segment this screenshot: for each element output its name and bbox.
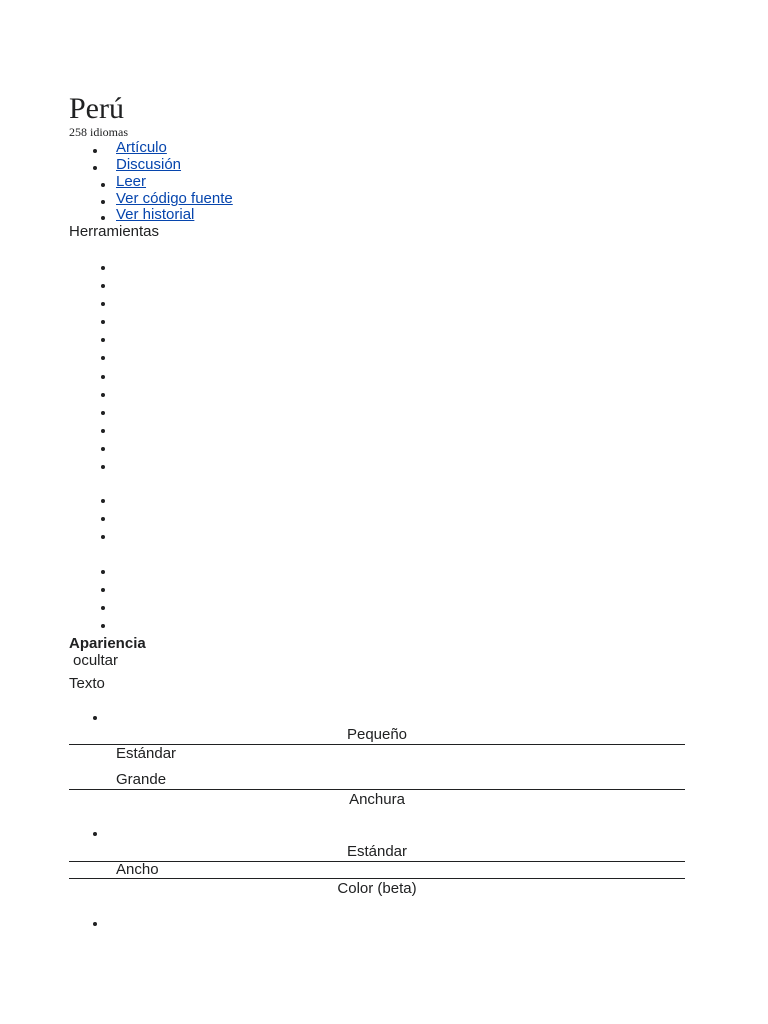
width-label: Anchura <box>349 791 405 808</box>
list-item <box>101 429 105 433</box>
list-item <box>101 411 105 415</box>
list-item <box>93 922 97 926</box>
tab-view-source[interactable]: Ver código fuente <box>116 190 233 207</box>
list-item <box>101 302 105 306</box>
list-item <box>101 535 105 539</box>
tab-bullet <box>101 200 105 204</box>
tab-read[interactable]: Leer <box>116 173 147 190</box>
list-item <box>101 375 105 379</box>
color-label: Color (beta) <box>337 880 417 897</box>
text-size-large-option[interactable]: Grande <box>116 771 167 788</box>
appearance-hide-button[interactable]: ocultar <box>73 652 119 669</box>
tools-menu-label[interactable]: Herramientas <box>69 223 160 240</box>
list-item <box>101 356 105 360</box>
list-item <box>101 465 105 469</box>
list-item <box>101 447 105 451</box>
divider <box>69 861 685 862</box>
tab-bullet <box>101 216 105 220</box>
tab-bullet <box>93 166 97 170</box>
width-standard-option[interactable]: Estándar <box>346 843 408 860</box>
tab-discussion[interactable]: Discusión <box>116 156 182 173</box>
tab-view-history[interactable]: Ver historial <box>116 206 195 223</box>
appearance-heading: Apariencia <box>69 635 146 652</box>
list-item <box>101 517 105 521</box>
text-size-small-option[interactable]: Pequeño <box>346 726 408 743</box>
width-wide-option[interactable]: Ancho <box>116 861 159 878</box>
list-item <box>101 588 105 592</box>
list-item <box>101 393 105 397</box>
list-item <box>101 284 105 288</box>
text-size-standard-option[interactable]: Estándar <box>116 745 177 762</box>
list-item <box>101 338 105 342</box>
tab-bullet <box>101 183 105 187</box>
list-item <box>101 624 105 628</box>
list-item <box>101 499 105 503</box>
divider <box>69 878 685 879</box>
page-title: Perú <box>69 92 124 125</box>
list-item <box>101 606 105 610</box>
list-item <box>101 266 105 270</box>
text-size-label: Texto <box>69 675 105 692</box>
list-item <box>93 832 97 836</box>
tab-bullet <box>93 149 97 153</box>
language-count[interactable]: 258 idiomas <box>69 125 128 139</box>
list-item <box>101 570 105 574</box>
list-item <box>101 320 105 324</box>
list-item <box>93 716 97 720</box>
divider <box>69 789 685 790</box>
tab-article[interactable]: Artículo <box>116 139 167 156</box>
